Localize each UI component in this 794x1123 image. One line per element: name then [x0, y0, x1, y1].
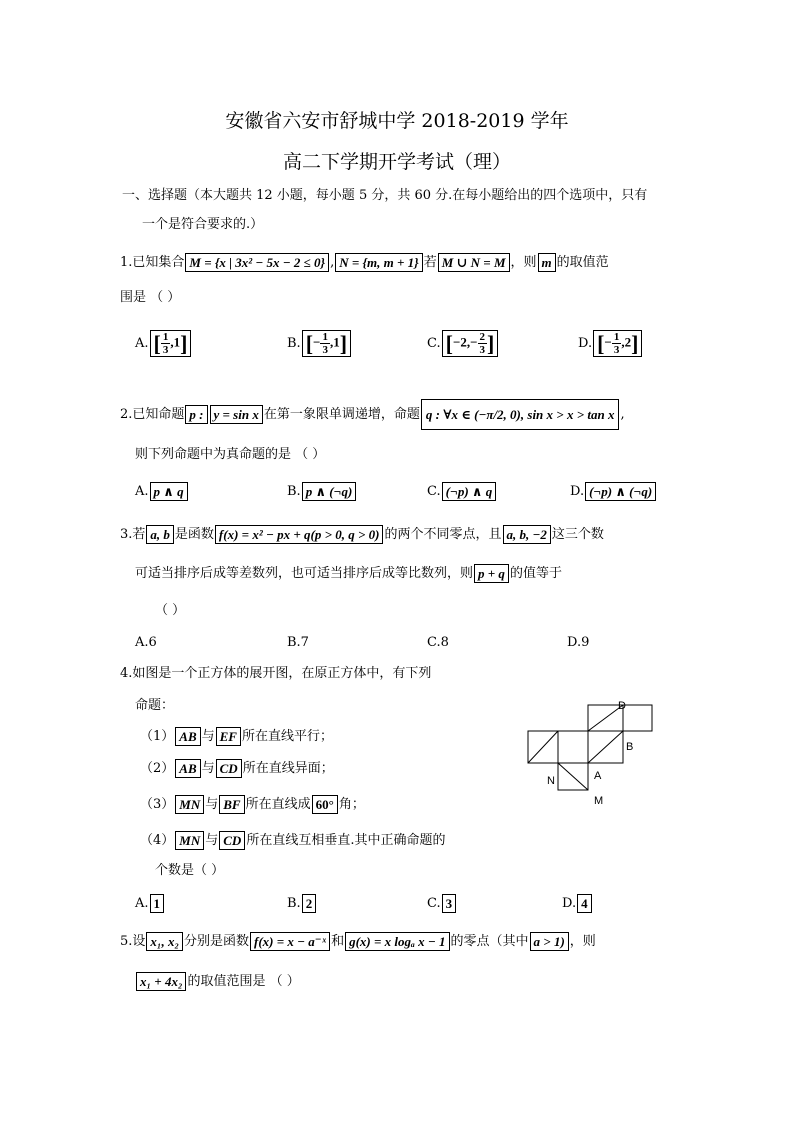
formula-ab: AB — [175, 727, 200, 746]
q1-option-c: C. [−2,− $\frac{2}{3}$ ] — [427, 330, 499, 357]
formula-union: M ∪ N = M — [438, 253, 510, 272]
formula-4: 4 — [577, 894, 592, 913]
formula-ab: a, b — [146, 525, 174, 544]
q4-statement-1: （1） AB 与 EF 所在直线平行； — [140, 729, 333, 744]
q1-option-b: B. [− $\frac{1}{3}$ ,1] — [287, 330, 352, 357]
formula-ef: EF — [216, 727, 241, 746]
formula-ab: AB — [175, 759, 200, 778]
formula-ab-neg2: a, b, −2 — [503, 525, 551, 544]
label-m: M — [594, 795, 604, 807]
formula-option-a: [ $\frac{1}{3}$ ,1] — [150, 330, 192, 357]
diagonal-line — [528, 731, 558, 763]
q4-statement-3: （3） MN 与 BF 所在直线成 60° 角； — [140, 797, 365, 812]
formula-fx: f(x) = x − a⁻ˣ — [250, 932, 330, 951]
formula-bf: BF — [219, 795, 244, 814]
title-exam: 高二下学期开学考试（理） — [282, 151, 511, 173]
formula-q: q : ∀x ∈ (−π/2, 0), sin x > x > tan x — [421, 399, 620, 430]
formula-option-c: (¬p) ∧ q — [442, 482, 497, 501]
question-3: 3.若 a, b 是函数 f(x) = x² − px + q(p > 0, q > 0) 的两个不同零点，且 a, b, −2 这三个数 — [120, 527, 604, 542]
formula-fx: f(x) = x² − px + q(p > 0, q > 0) — [215, 525, 384, 544]
formula-option-a: p ∧ q — [150, 482, 188, 501]
q4-option-a: A. 1 — [135, 894, 165, 913]
formula-option-d: [− $\frac{1}{3}$ ,2] — [593, 330, 642, 357]
formula-x1-x2: x₁, x₂ — [146, 932, 183, 951]
diagonal-line — [588, 731, 623, 763]
section-heading: 一、选择题（本大题共 12 小题，每小题 5 分，共 60 分.在每小题给出的四个选项中，只有 — [122, 188, 648, 203]
formula-mn: MN — [175, 831, 204, 850]
q4-option-c: C. 3 — [427, 894, 457, 913]
q3-option-b: B.7 — [287, 635, 309, 650]
question-1: 1.已知集合 M = {x | 3x² − 5x − 2 ≤ 0} , N = {m, m + 1} 若 M ∪ N = M ，则 m 的取值范 — [120, 255, 609, 270]
label-d: D — [618, 700, 626, 712]
formula-cd: CD — [219, 831, 245, 850]
net-square — [623, 705, 652, 731]
question-1-cont: 围是 （ ） — [120, 290, 181, 305]
question-2: 2.已知命题 p : y = sin x 在第一象限单调递增，命题 q : ∀x ∈ (−π/2, 0), sin x > x > tan x , — [120, 399, 625, 430]
formula-option-c: [−2,− $\frac{2}{3}$ ] — [442, 330, 499, 357]
formula-m: m — [538, 253, 556, 272]
question-5-cont: x₁ + 4x₂ 的取值范围是 （ ） — [135, 972, 300, 991]
q2-option-d: D. (¬p) ∧ (¬q) — [570, 482, 657, 501]
q3-option-a: A.6 — [135, 635, 157, 650]
net-square — [558, 731, 588, 763]
question-2-cont: 则下列命题中为真命题的是 （ ） — [135, 447, 326, 462]
label-a: A — [594, 770, 602, 782]
formula-a-gt-1: a > 1) — [530, 932, 569, 951]
section-heading-cont: 一个是符合要求的.） — [142, 217, 264, 232]
q1-option-a: A. [ $\frac{1}{3}$ ,1] — [135, 330, 192, 357]
q4-statement-4: （4） MN 与 CD 所在直线互相垂直.其中正确命题的 — [140, 833, 446, 848]
q2-option-c: C. (¬p) ∧ q — [427, 482, 497, 501]
q4-statement-2: （2） AB 与 CD 所在直线异面； — [140, 761, 334, 776]
cube-net-figure — [518, 700, 658, 810]
question-4-last: 个数是（ ） — [155, 863, 225, 878]
formula-option-b: [− $\frac{1}{3}$ ,1] — [302, 330, 351, 357]
formula-2: 2 — [302, 894, 317, 913]
formula-option-b: p ∧ (¬q) — [302, 482, 357, 501]
question-3-paren: （ ） — [155, 603, 186, 618]
q1-option-d: D. [− $\frac{1}{3}$ ,2] — [578, 330, 643, 357]
diagonal-line — [558, 763, 588, 790]
formula-gx: g(x) = x logₐ x − 1 — [345, 932, 449, 951]
question-4: 4.如图是一个正方体的展开图，在原正方体中，有下列 — [120, 666, 432, 681]
title-school: 安徽省六安市舒城中学 2018-2019 学年 — [225, 110, 569, 132]
q2-option-b: B. p ∧ (¬q) — [287, 482, 357, 501]
question-5: 5.设 x₁, x₂ 分别是函数 f(x) = x − a⁻ˣ 和 g(x) = x logₐ x − 1 的零点（其中 a > 1) ，则 — [120, 934, 596, 949]
formula-option-d: (¬p) ∧ (¬q) — [585, 482, 656, 501]
q3-option-c: C.8 — [427, 635, 449, 650]
q3-option-d: D.9 — [567, 635, 590, 650]
q2-option-a: A. p ∧ q — [135, 482, 189, 501]
formula-p: p : — [185, 405, 207, 424]
label-n: N — [547, 775, 555, 787]
formula-sin: y = sin x — [210, 405, 263, 424]
formula-set-n: N = {m, m + 1} — [335, 253, 422, 272]
formula-mn: MN — [175, 795, 204, 814]
formula-x1-plus-4x2: x₁ + 4x₂ — [136, 972, 186, 991]
formula-cd: CD — [216, 759, 242, 778]
q4-option-b: B. 2 — [287, 894, 317, 913]
question-3-cont: 可适当排序后成等差数列，也可适当排序后成等比数列，则 p + q 的值等于 — [135, 566, 562, 581]
question-4-cont: 命题： — [135, 698, 175, 713]
formula-1: 1 — [150, 894, 165, 913]
formula-set-m: M = {x | 3x² − 5x − 2 ≤ 0} — [185, 253, 329, 272]
label-b: B — [626, 741, 634, 753]
q4-option-d: D. 4 — [562, 894, 593, 913]
formula-60deg: 60° — [312, 795, 338, 814]
formula-p-plus-q: p + q — [474, 564, 509, 583]
formula-3: 3 — [442, 894, 457, 913]
